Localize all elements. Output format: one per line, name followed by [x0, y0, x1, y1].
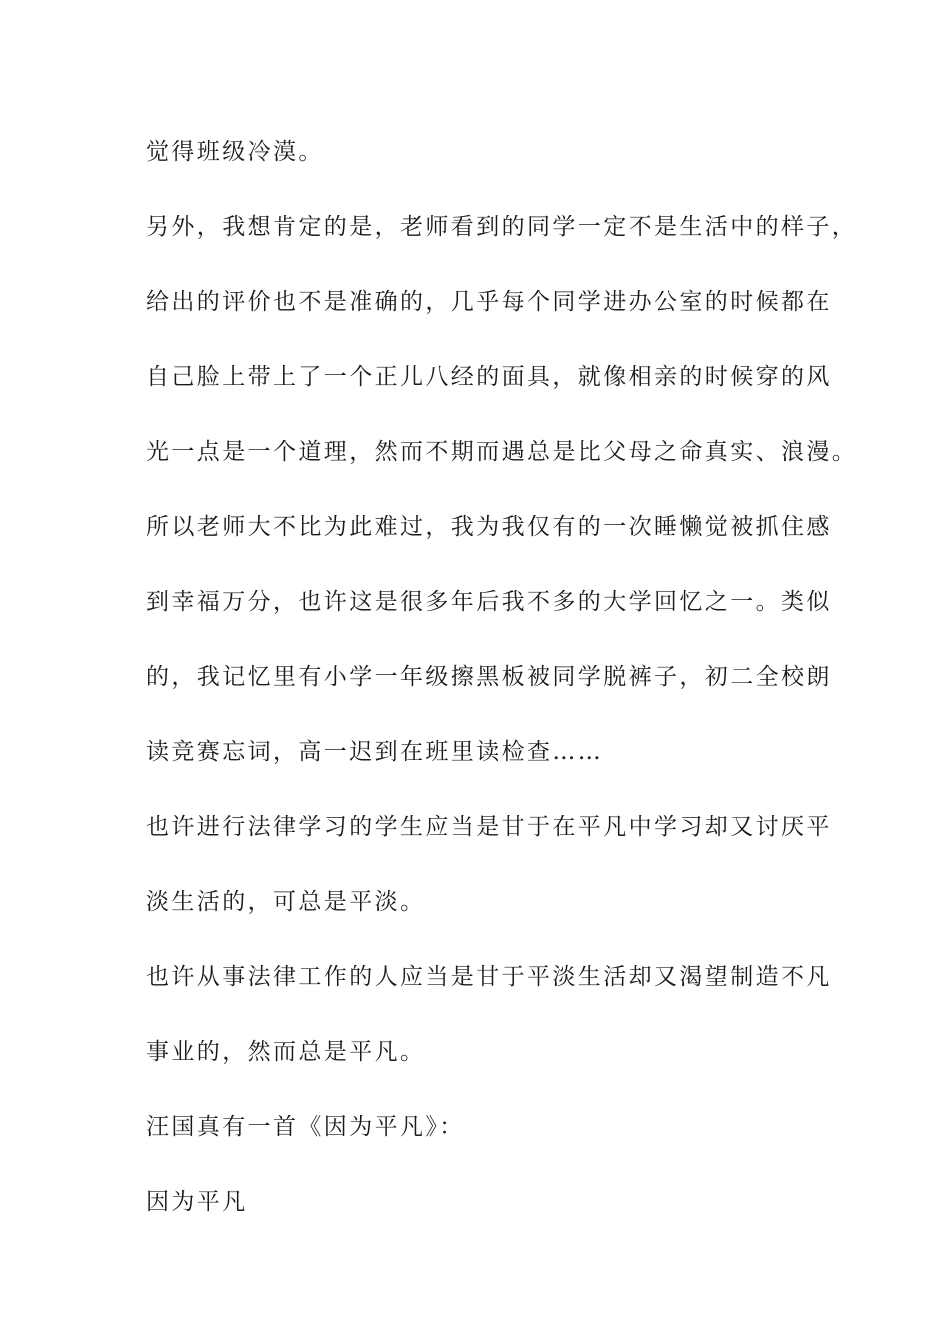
text-line: 淡生活的，可总是平淡。	[146, 889, 426, 915]
text-line: 事业的，然而总是平凡。	[146, 1039, 426, 1065]
text-line: 的，我记忆里有小学一年级擦黑板被同学脱裤子，初二全校朗	[146, 664, 832, 690]
text-line: 因为平凡	[146, 1189, 248, 1215]
text-line: 也许从事法律工作的人应当是甘于平淡生活却又渴望制造不凡	[146, 964, 832, 990]
text-line: 觉得班级冷漠。	[146, 139, 324, 165]
text-line: 也许进行法律学习的学生应当是甘于在平凡中学习却又讨厌平	[146, 814, 832, 840]
text-line: 所以老师大不比为此难过，我为我仅有的一次睡懒觉被抓住感	[146, 514, 832, 540]
text-line: 汪国真有一首《因为平凡》：	[146, 1114, 465, 1140]
text-line: 光一点是一个道理，然而不期而遇总是比父母之命真实、浪漫。	[146, 439, 858, 465]
text-line: 到幸福万分，也许这是很多年后我不多的大学回忆之一。类似	[146, 589, 832, 615]
text-line: 读竞赛忘词，高一迟到在班里读检查……	[146, 739, 604, 765]
text-line: 另外，我想肯定的是，老师看到的同学一定不是生活中的样子，	[146, 214, 858, 240]
text-line: 给出的评价也不是准确的，几乎每个同学进办公室的时候都在	[146, 289, 832, 315]
text-line: 自己脸上带上了一个正儿八经的面具，就像相亲的时候穿的风	[146, 364, 832, 390]
